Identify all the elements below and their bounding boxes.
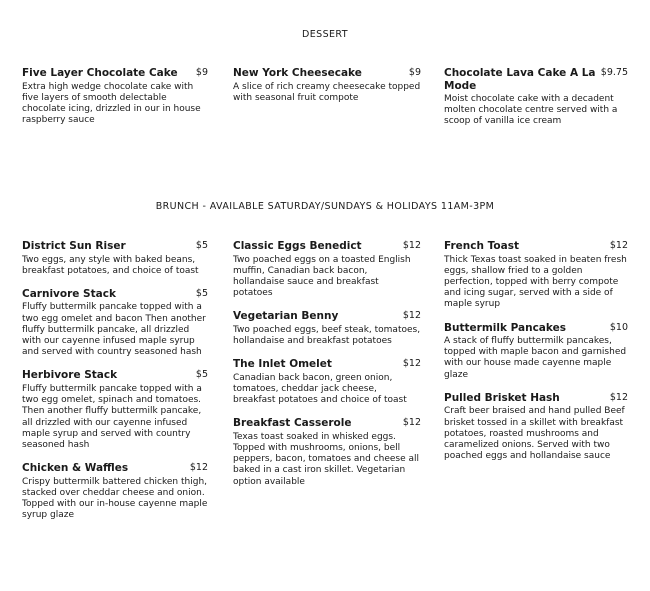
menu-item-price: $12: [402, 310, 421, 322]
menu-item: [233, 240, 421, 299]
menu-item-description: Two poached eggs on a toasted English muffin, Canadian back bacon, hollandaise sauce and breakfast potatoes: [233, 254, 411, 299]
menu-item-name: Vegetarian Benny: [233, 310, 339, 323]
menu-item-header: [22, 288, 208, 301]
menu-item-price: $12: [609, 391, 628, 403]
menu-item: [444, 322, 628, 381]
menu-item-header: [233, 358, 421, 371]
menu-item-price: $9: [408, 67, 421, 78]
menu-item: [22, 67, 208, 126]
menu-item-name: New York Cheesecake: [233, 67, 362, 79]
brunch-column: [233, 240, 421, 499]
menu-item-header: [22, 240, 208, 253]
menu-item-name: French Toast: [444, 240, 519, 252]
dessert-column: [233, 67, 421, 115]
menu-item-header: [233, 417, 421, 430]
menu-item: [233, 417, 421, 488]
menu-item-header: [444, 240, 628, 253]
menu-item: [22, 240, 208, 277]
menu-item-description: Texas toast soaked in whisked eggs. Topped with mushrooms, onions, bell peppers, bacon, tomatoes and cheese all baked in a cast iron skillet. Vegetarian option available: [233, 431, 419, 487]
menu-item: [22, 288, 208, 359]
menu-item: [233, 67, 421, 104]
menu-item-price: $9.75: [600, 67, 628, 78]
menu-item-name: Five Layer Chocolate Cake: [22, 67, 178, 79]
menu-item-price: $5: [195, 240, 208, 251]
menu-item-name: Classic Eggs Benedict: [233, 240, 362, 252]
menu-item: [444, 67, 628, 128]
menu-item-price: $12: [402, 417, 421, 429]
menu-item-header: [444, 67, 628, 92]
menu-item-description: Craft beer braised and hand pulled Beef brisket tossed in a skillet with breakfast potatoes, roasted mushrooms and caramelized onions. Served with two poached eggs and hollandaise sauce: [444, 406, 625, 462]
menu-item-description: Moist chocolate cake with a decadent molten chocolate centre served with a scoop of vanilla ice cream: [444, 94, 618, 127]
menu-item-header: [233, 240, 421, 253]
brunch-column: [22, 240, 208, 532]
menu-item-name: Chicken & Waffles: [22, 462, 129, 475]
menu-item-name: Breakfast Casserole: [233, 417, 352, 430]
menu-item-header: [444, 322, 628, 335]
menu-item-name: Buttermilk Pancakes: [444, 321, 566, 334]
menu-item: [444, 240, 628, 311]
menu-item-header: [444, 392, 628, 405]
menu-item-description: Fluffy buttermilk pancake topped with a two egg omelet and bacon Then another fluffy buttermilk pancake, all drizzled with our cayenne infused maple syrup and served with country seasoned hash: [22, 302, 206, 358]
menu-item: [22, 369, 208, 451]
menu-item-header: [233, 310, 421, 323]
menu-item-description: Two eggs, any style with baked beans, breakfast potatoes, and choice of toast: [22, 254, 199, 276]
menu-item: [22, 462, 208, 521]
menu-item-header: [233, 67, 421, 80]
brunch-heading: BRUNCH - AVAILABLE SATURDAY/SUNDAYS & HOLIDAYS 11AM-3PM: [155, 201, 495, 212]
menu-item-price: $10: [609, 321, 628, 333]
menu-item-description: Canadian back bacon, green onion, tomatoes, cheddar jack cheese, breakfast potatoes and choice of toast: [233, 372, 407, 406]
menu-item-name: District Sun Riser: [22, 240, 126, 252]
menu-item-header: [22, 462, 208, 475]
menu-item: [233, 358, 421, 406]
dessert-column: [444, 67, 628, 139]
menu-item-price: $12: [402, 240, 421, 251]
menu-item-price: $12: [189, 462, 208, 474]
menu-item-price: $12: [609, 240, 628, 251]
menu-item-name: Herbivore Stack: [22, 369, 118, 382]
menu-item-price: $9: [195, 67, 208, 78]
menu-item-description: Crispy buttermilk battered chicken thigh, stacked over cheddar cheese and onion. Topped with our in-house cayenne maple syrup glaze: [22, 476, 208, 521]
menu-item-name: Pulled Brisket Hash: [444, 391, 560, 404]
brunch-column: [444, 240, 628, 473]
menu-item-price: $5: [195, 287, 208, 299]
menu-item: [233, 310, 421, 347]
menu-item-price: $5: [195, 369, 208, 381]
menu-item-description: A stack of fluffy buttermilk pancakes, topped with maple bacon and garnished with our house made cayenne maple glaze: [444, 336, 627, 380]
menu-item: [444, 392, 628, 463]
menu-item-name: Chocolate Lava Cake A La Mode: [444, 67, 596, 92]
menu-item-description: A slice of rich creamy cheesecake topped with seasonal fruit compote: [233, 81, 421, 103]
menu-item-header: [22, 369, 208, 382]
menu-item-price: $12: [402, 358, 421, 370]
menu-item-name: The Inlet Omelet: [233, 358, 332, 371]
menu-item-description: Thick Texas toast soaked in beaten fresh eggs, shallow fried to a golden perfection, topped with berry compote and icing sugar, served with a side of maple syrup: [444, 254, 627, 310]
menu-item-description: Two poached eggs, beef steak, tomatoes, hollandaise and breakfast potatoes: [233, 324, 421, 347]
menu-item-description: Extra high wedge chocolate cake with five layers of smooth delectable chocolate icing, drizzled in our in house raspberry sauce: [22, 81, 201, 126]
menu-item-description: Fluffy buttermilk pancake topped with a two egg omelet, spinach and tomatoes. Then another fluffy buttermilk pancake, all drizzled with our cayenne infused maple syrup and served with country seasoned hash: [22, 383, 202, 450]
dessert-column: [22, 67, 208, 137]
menu-item-name: Carnivore Stack: [22, 287, 116, 300]
menu-item-header: [22, 67, 208, 80]
dessert-heading: DESSERT: [302, 29, 348, 40]
